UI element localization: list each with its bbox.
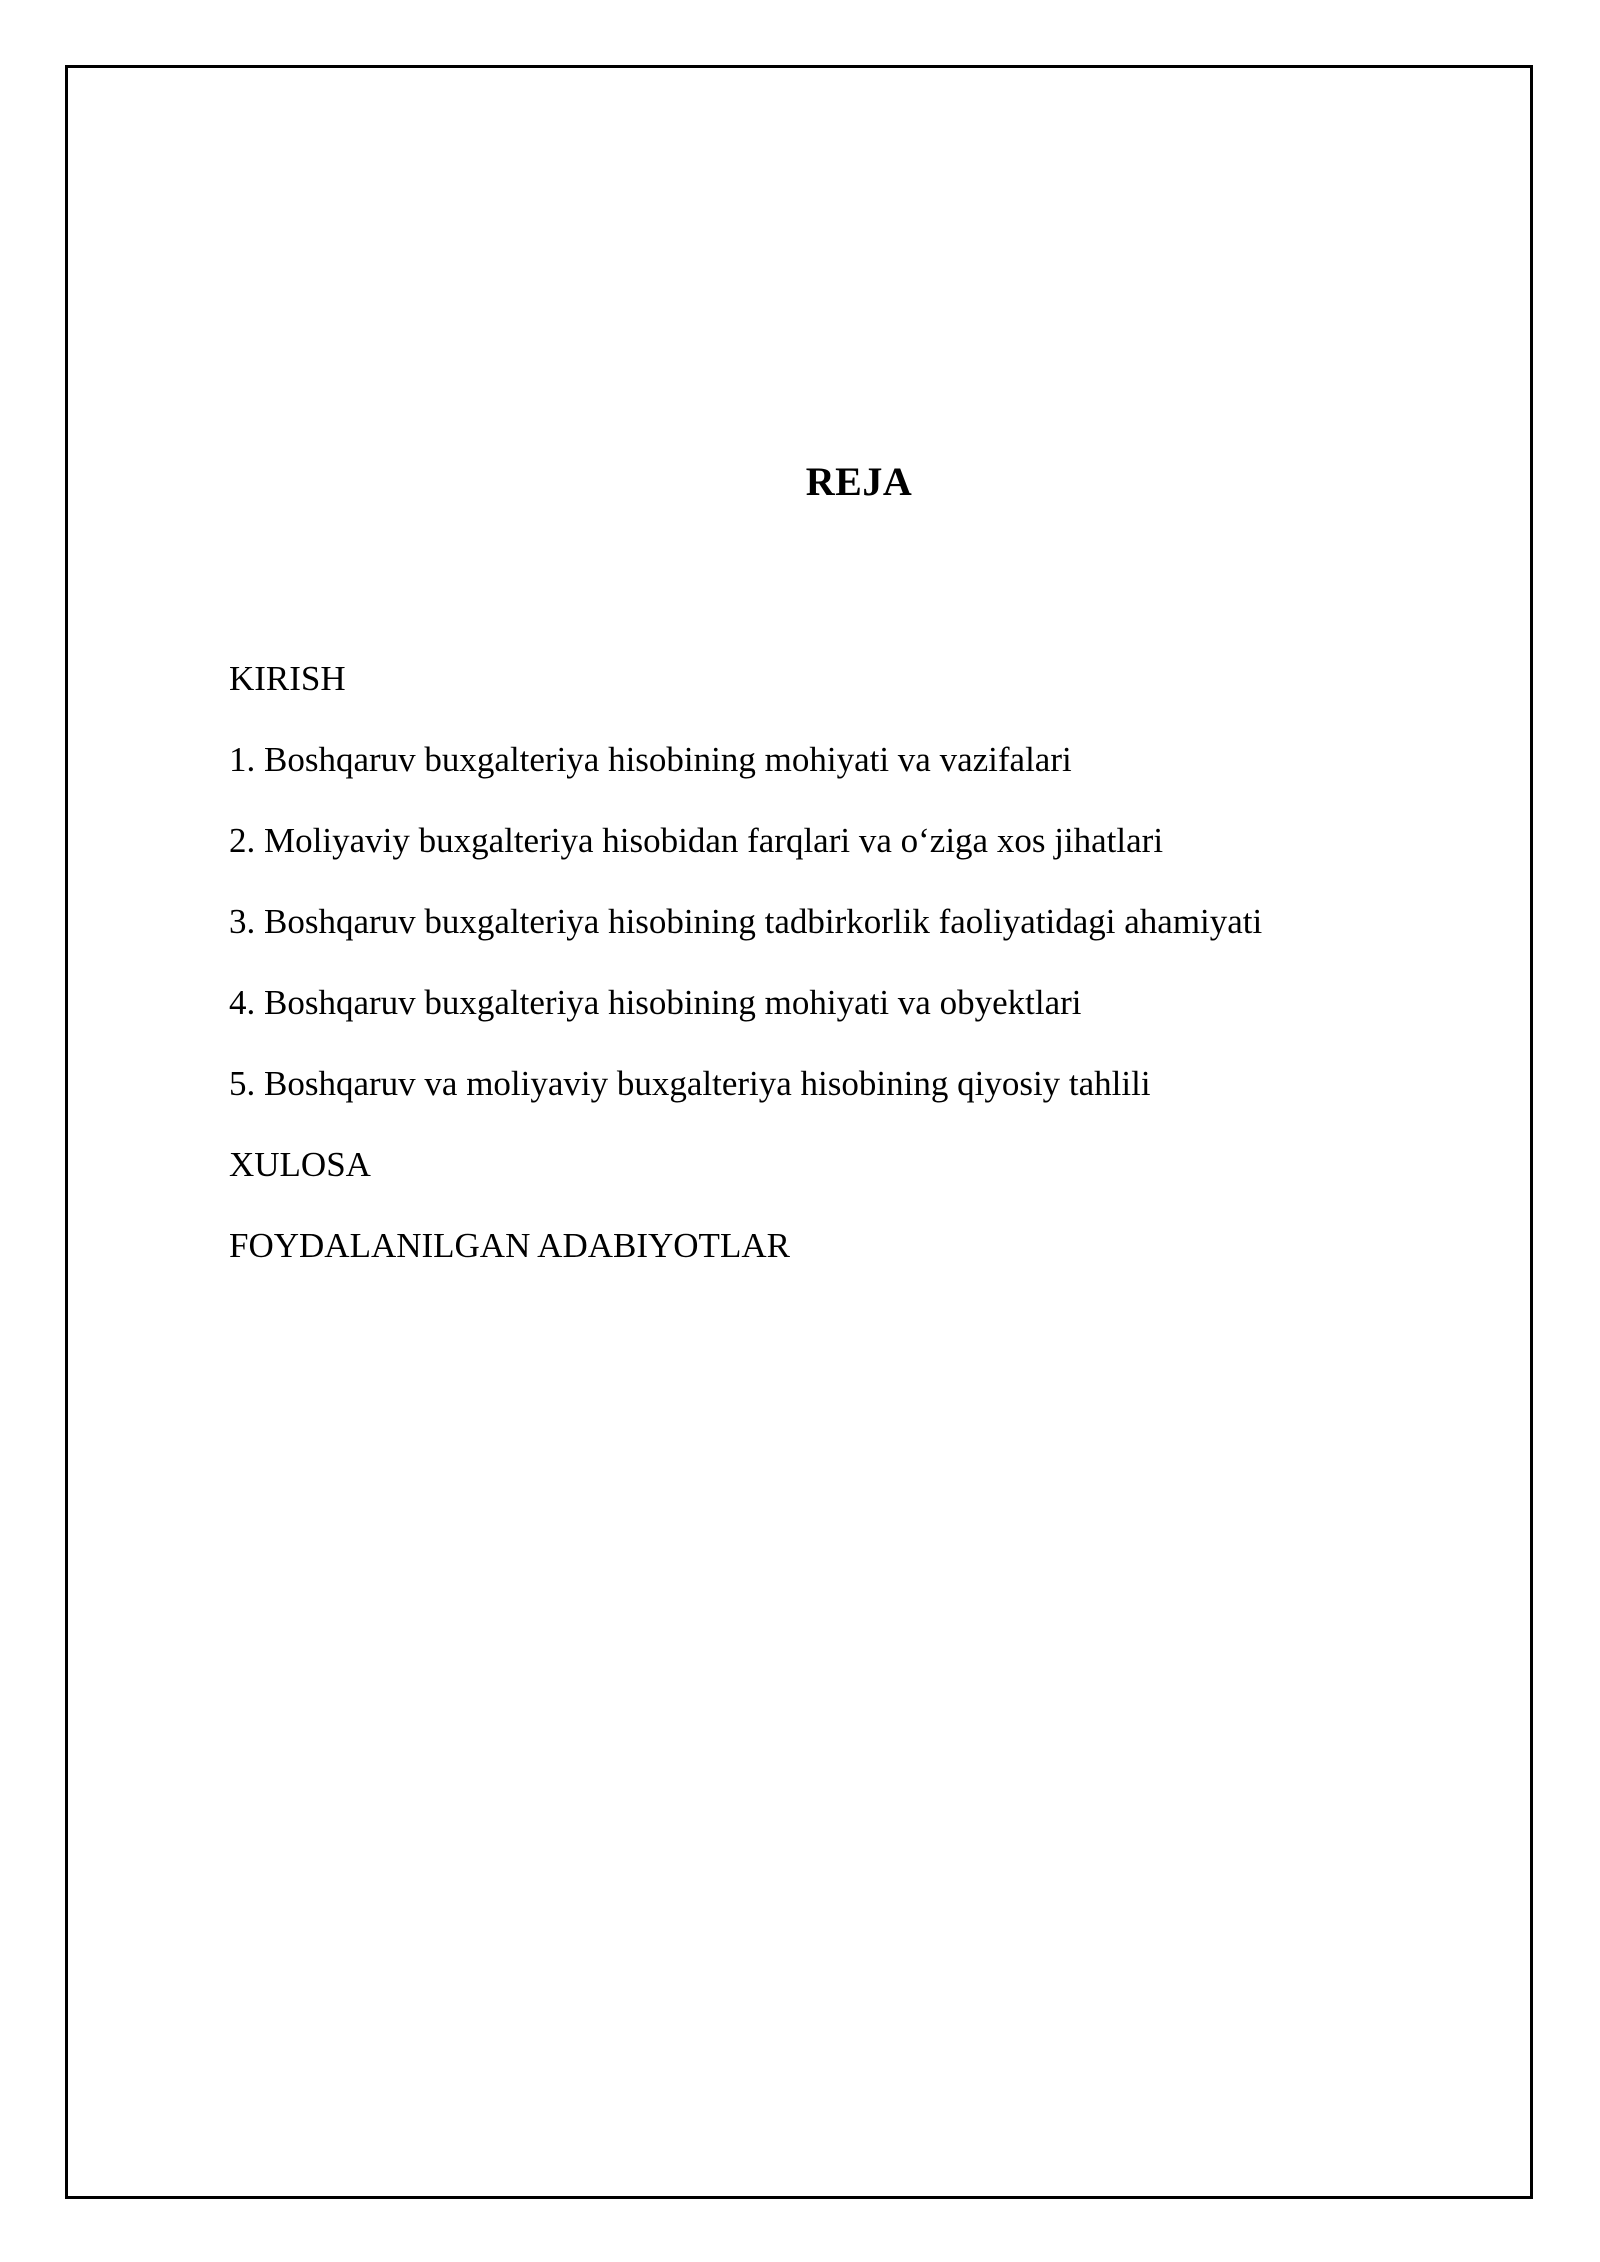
toc-item-2: 2. Moliyaviy buxgalteriya hisobidan farqlari va o‘ziga xos jihatlari [229,821,1164,860]
toc-item-4: 4. Boshqaruv buxgalteriya hisobining mohiyati va obyektlari [229,983,1082,1022]
toc-item-conclusion: XULOSA [229,1145,371,1184]
toc-item-references: FOYDALANILGAN ADABIYOTLAR [229,1226,790,1265]
toc-item-introduction: KIRISH [229,659,346,698]
page-title: REJA [805,459,913,504]
table-of-contents [229,638,1262,1286]
toc-item-5: 5. Boshqaruv va moliyaviy buxgalteriya hisobining qiyosiy tahlili [229,1064,1151,1103]
toc-item-1: 1. Boshqaruv buxgalteriya hisobining mohiyati va vazifalari [229,740,1072,779]
toc-item-3: 3. Boshqaruv buxgalteriya hisobining tadbirkorlik faoliyatidagi ahamiyati [229,902,1263,941]
